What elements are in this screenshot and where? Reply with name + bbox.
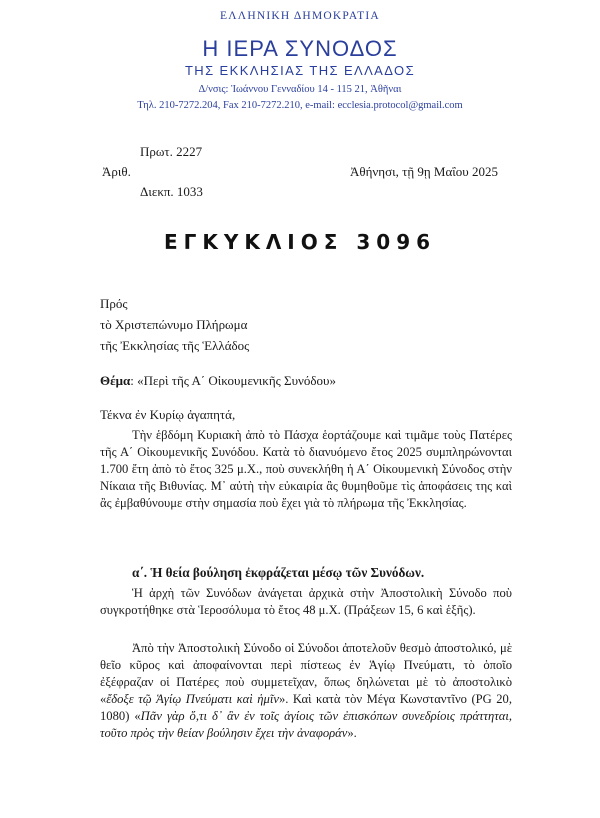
body-paragraph	[100, 640, 512, 742]
church-name: ΤΗΣ ΕΚΚΛΗΣΙΑΣ ΤΗΣ ΕΛΛΑΔΟΣ	[184, 63, 416, 78]
paragraph-text: ». Καὶ κατὰ τὸν Μέγα Κωνσταντῖνο (PG 20, 1080) «	[100, 692, 512, 723]
subject-label: Θέμα	[100, 373, 131, 388]
organization-name: Η ΙΕΡΑ ΣΥΝΟΔΟΣ	[202, 36, 398, 61]
subject-line	[100, 373, 336, 389]
paragraph-text: Ἀπὸ τὴν Ἀποστολικὴ Σύνοδο οἱ Σύνοδοι ἀποτελοῦν θεσμὸ ἀποστολικό, μὲ θεῖο κῦρος καὶ ἀποφαίνονται περὶ πίστεως ἐν Ἁγίῳ Πνεύματι, τὸ ὁποῖο ἐξέφραζαν οἱ Πατέρες ποὺ συμμετεῖχαν, ὅπως δηλώνεται μὲ τὸ ἀποστολικὸ «	[100, 641, 512, 706]
body-paragraph: Τὴν ἑβδόμη Κυριακὴ ἀπὸ τὸ Πάσχα ἑορτάζουμε καὶ τιμᾶμε τοὺς Πατέρες τῆς Α΄ Οἰκουμενικῆς Συνόδου. Κατὰ τὸ διανυόμενο ἔτος 2025 συμπληρώνονται 1.700 ἔτη ἀπὸ τὸ ἔτος 325 μ.Χ., ποὺ συνεκλήθη ἡ Α΄ Οἰκουμενικὴ Σύνοδος στὴν Νίκαια τῆς Βιθυνίας. Μ᾽ αὐτὴ τὴν εὐκαιρία ἂς θυμηθοῦμε τὶς ἀποφάσεις της καὶ ἂς ἐμβαθύνουμε στὴν σημασία ποὺ ἔχει γιὰ τὸ πλήρωμα τῆς Ἐκκλησίας.	[100, 428, 512, 510]
protocol-number: Πρωτ. 2227	[140, 144, 203, 159]
recipient-label: Πρός	[100, 296, 128, 311]
country-name: ΕΛΛΗΝΙΚΗ ΔΗΜΟΚΡΑΤΙΑ	[220, 10, 380, 22]
recipient-line: τὸ Χριστεπώνυμο Πλήρωμα	[100, 317, 248, 332]
subject-text: : «Περὶ τῆς Α΄ Οἰκουμενικῆς Συνόδου»	[130, 373, 336, 388]
greeting: Τέκνα ἐν Κυρίῳ ἀγαπητά,	[100, 407, 236, 422]
address-line: Δ/νσις: Ἰωάννου Γενναδίου 14 - 115 21, Ἀθῆναι	[198, 84, 402, 95]
dispatch-number: Διεκπ. 1033	[140, 184, 203, 199]
paragraph-text: ».	[347, 726, 357, 740]
reference-number-label: Ἀριθ.	[102, 164, 131, 179]
quote-text: ἔδοξε τῷ Ἁγίῳ Πνεύματι καὶ ἡμῖν	[106, 692, 279, 706]
document-date: Ἀθήνησι, τῇ 9ῃ Μαΐου 2025	[350, 164, 498, 179]
body-paragraph: Ἡ ἀρχὴ τῶν Συνόδων ἀνάγεται ἀρχικὰ στὴν Ἀποστολικὴ Σύνοδο ποὺ συγκροτήθηκε στὰ Ἱεροσόλυμα τὸ ἔτος 48 μ.Χ. (Πράξεων 15, 6 καὶ ἑξῆς).	[100, 586, 512, 617]
contact-line: Τηλ. 210-7272.204, Fax 210-7272.210, e-mail: ecclesia.protocol@gmail.com	[137, 100, 463, 111]
document-title: ΕΓΚΥΚΛΙΟΣ 3096	[163, 230, 437, 254]
quote-text: Πᾶν γὰρ ὅ,τι δ᾽ ἂν ἐν τοῖς ἁγίοις τῶν ἐπισκόπων συνεδρίοις πράττηται, τοῦτο πρὸς τὴν θείαν βούλησιν ἔχει τὴν ἀναφοράν	[100, 709, 512, 740]
recipient-line: τῆς Ἐκκλησίας τῆς Ἑλλάδος	[100, 338, 250, 353]
section-heading: α΄. Ἡ θεία βούληση ἐκφράζεται μέσῳ τῶν Συνόδων.	[132, 565, 425, 580]
